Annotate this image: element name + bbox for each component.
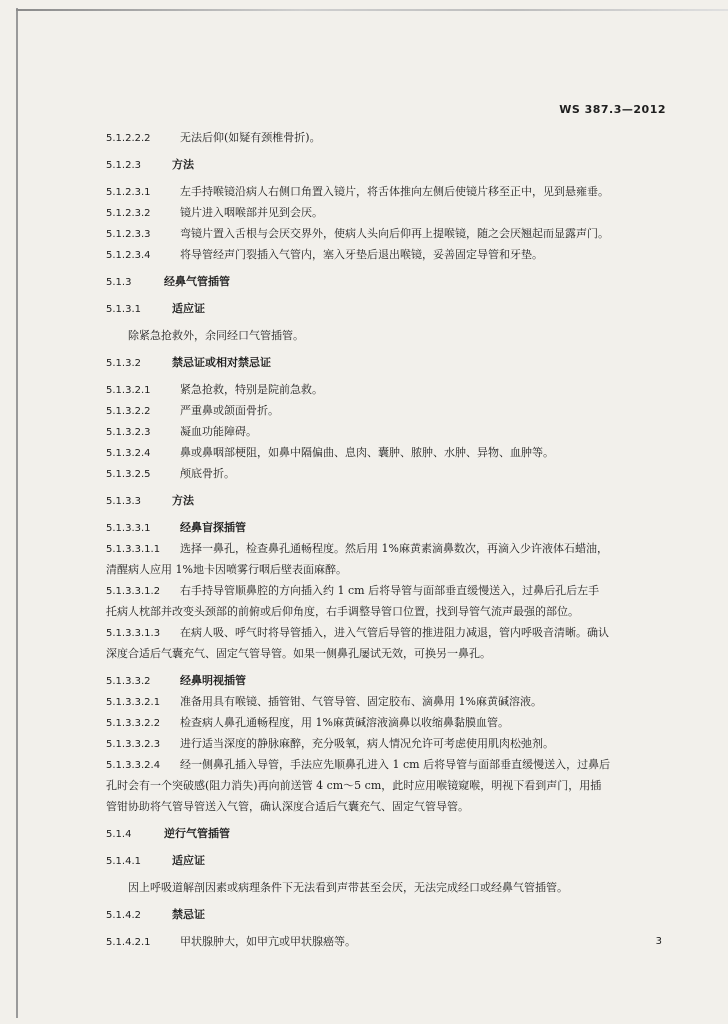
paragraph-line [106, 877, 666, 898]
clause-text: 在病人吸、呼气时将导管插入，进入气管后导管的推进阻力减退，管内呼吸音清晰。确认 [180, 626, 609, 639]
document-body [106, 127, 666, 952]
heading-text: 适应证 [172, 854, 205, 867]
section-heading [106, 271, 666, 292]
clause-text: 检查病人鼻孔通畅程度，用 1%麻黄碱溶液滴鼻以收缩鼻黏膜血管。 [180, 716, 509, 729]
clause-number: 5.1.4 [106, 829, 132, 840]
heading-text: 适应证 [172, 302, 205, 315]
clause-number: 5.1.2.3.2 [106, 208, 151, 219]
clause-number: 5.1.3.3 [106, 496, 141, 507]
clause-line [106, 538, 666, 559]
clause-number: 5.1.4.2.1 [106, 937, 151, 948]
heading-text: 方法 [172, 158, 194, 171]
clause-number: 5.1.3.3.1.2 [106, 586, 161, 597]
clause-number: 5.1.3.1 [106, 304, 141, 315]
clause-number: 5.1.4.1 [106, 856, 141, 867]
clause-number: 5.1.3.3.1 [106, 523, 151, 534]
continuation-line [106, 559, 666, 580]
section-heading [106, 517, 666, 538]
clause-text: 紧急抢救，特别是院前急救。 [180, 383, 323, 396]
clause-text: 镜片进入咽喉部并见到会厌。 [180, 206, 323, 219]
page-number: 3 [655, 936, 662, 947]
section-heading [106, 670, 666, 691]
section-heading [106, 850, 666, 871]
page-edge-top [16, 9, 728, 11]
continuation-line [106, 601, 666, 622]
clause-line [106, 691, 666, 712]
clause-text: 管钳协助将气管导管送入气管，确认深度合适后气囊充气、固定气管导管。 [106, 800, 469, 813]
clause-line [106, 379, 666, 400]
heading-text: 禁忌证 [172, 908, 205, 921]
clause-line [106, 931, 666, 952]
clause-line [106, 244, 666, 265]
heading-text: 经鼻明视插管 [180, 674, 246, 687]
clause-text: 进行适当深度的静脉麻醉，充分吸氧，病人情况允许可考虑使用肌肉松弛剂。 [180, 737, 554, 750]
section-heading [106, 154, 666, 175]
clause-text: 左手持喉镜沿病人右侧口角置入镜片，将舌体推向左侧后使镜片移至正中，见到悬雍垂。 [180, 185, 609, 198]
clause-number: 5.1.2.3.3 [106, 229, 151, 240]
clause-text: 甲状腺肿大，如甲亢或甲状腺癌等。 [180, 935, 356, 948]
clause-number: 5.1.3.3.1.1 [106, 544, 161, 555]
continuation-line [106, 643, 666, 664]
clause-text: 准备用具有喉镜、插管钳、气管导管、固定胶布、滴鼻用 1%麻黄碱溶液。 [180, 695, 542, 708]
clause-number: 5.1.3.3.2.4 [106, 760, 161, 771]
heading-text: 禁忌证或相对禁忌证 [172, 356, 271, 369]
clause-text: 鼻或鼻咽部梗阻，如鼻中隔偏曲、息肉、囊肿、脓肿、水肿、异物、血肿等。 [180, 446, 554, 459]
clause-text: 颅底骨折。 [180, 467, 235, 480]
clause-line [106, 712, 666, 733]
page-edge [16, 8, 18, 1018]
clause-number: 5.1.3.2.3 [106, 427, 151, 438]
clause-line [106, 754, 666, 775]
section-heading [106, 490, 666, 511]
clause-text: 托病人枕部并改变头颈部的前俯或后仰角度，右手调整导管口位置，找到导管气流声最强的部位。 [106, 605, 579, 618]
heading-text: 经鼻气管插管 [164, 275, 230, 288]
clause-number: 5.1.3.3.2.2 [106, 718, 161, 729]
clause-line [106, 442, 666, 463]
clause-text: 清醒病人应用 1%地卡因喷雾行咽后壁表面麻醉。 [106, 563, 347, 576]
clause-number: 5.1.3 [106, 277, 132, 288]
clause-text: 经一侧鼻孔插入导管，手法应先顺鼻孔进入 1 cm 后将导管与面部垂直缓慢送入，过鼻后 [180, 758, 611, 771]
clause-line [106, 202, 666, 223]
clause-line [106, 580, 666, 601]
clause-text: 深度合适后气囊充气、固定气管导管。如果一侧鼻孔屡试无效，可换另一鼻孔。 [106, 647, 491, 660]
section-heading [106, 352, 666, 373]
section-heading [106, 823, 666, 844]
clause-text: 无法后仰(如疑有颈椎骨折)。 [180, 131, 321, 144]
section-heading [106, 904, 666, 925]
clause-text: 右手持导管顺鼻腔的方向插入约 1 cm 后将导管与面部垂直缓慢送入，过鼻后孔后左手 [180, 584, 600, 597]
continuation-line [106, 775, 666, 796]
clause-number: 5.1.3.2.2 [106, 406, 151, 417]
clause-line [106, 421, 666, 442]
clause-line [106, 223, 666, 244]
paragraph-text: 因上呼吸道解剖因素或病理条件下无法看到声带甚至会厌，无法完成经口或经鼻气管插管。 [128, 881, 568, 894]
clause-text: 凝血功能障碍。 [180, 425, 257, 438]
clause-text: 弯镜片置入舌根与会厌交界外，使病人头向后仰再上提喉镜，随之会厌翘起而显露声门。 [180, 227, 609, 240]
heading-text: 经鼻盲探插管 [180, 521, 246, 534]
section-heading [106, 298, 666, 319]
clause-line [106, 127, 666, 148]
clause-text: 孔时会有一个突破感(阻力消失)再向前送管 4 cm～5 cm，此时应用喉镜窥喉，明视下看到声门，用插 [106, 779, 602, 792]
continuation-line [106, 796, 666, 817]
clause-number: 5.1.3.2 [106, 358, 141, 369]
clause-line [106, 181, 666, 202]
clause-line [106, 463, 666, 484]
clause-number: 5.1.2.3 [106, 160, 141, 171]
clause-line [106, 622, 666, 643]
clause-number: 5.1.4.2 [106, 910, 141, 921]
clause-line [106, 733, 666, 754]
clause-text: 严重鼻或颌面骨折。 [180, 404, 279, 417]
clause-line [106, 400, 666, 421]
heading-text: 方法 [172, 494, 194, 507]
clause-number: 5.1.3.3.2.3 [106, 739, 161, 750]
clause-number: 5.1.2.3.4 [106, 250, 151, 261]
standard-code: WS 387.3—2012 [559, 103, 666, 116]
clause-number: 5.1.3.3.1.3 [106, 628, 161, 639]
clause-text: 将导管经声门裂插入气管内，塞入牙垫后退出喉镜，妥善固定导管和牙垫。 [180, 248, 543, 261]
clause-number: 5.1.3.3.2.1 [106, 697, 161, 708]
heading-text: 逆行气管插管 [164, 827, 230, 840]
paragraph-line [106, 325, 666, 346]
clause-number: 5.1.3.2.1 [106, 385, 151, 396]
clause-number: 5.1.2.2.2 [106, 133, 151, 144]
clause-number: 5.1.3.2.4 [106, 448, 151, 459]
clause-number: 5.1.3.2.5 [106, 469, 151, 480]
paragraph-text: 除紧急抢救外，余同经口气管插管。 [128, 329, 304, 342]
clause-text: 选择一鼻孔，检查鼻孔通畅程度。然后用 1%麻黄素滴鼻数次，再滴入少许液体石蜡油， [180, 542, 608, 555]
clause-number: 5.1.3.3.2 [106, 676, 151, 687]
clause-number: 5.1.2.3.1 [106, 187, 151, 198]
